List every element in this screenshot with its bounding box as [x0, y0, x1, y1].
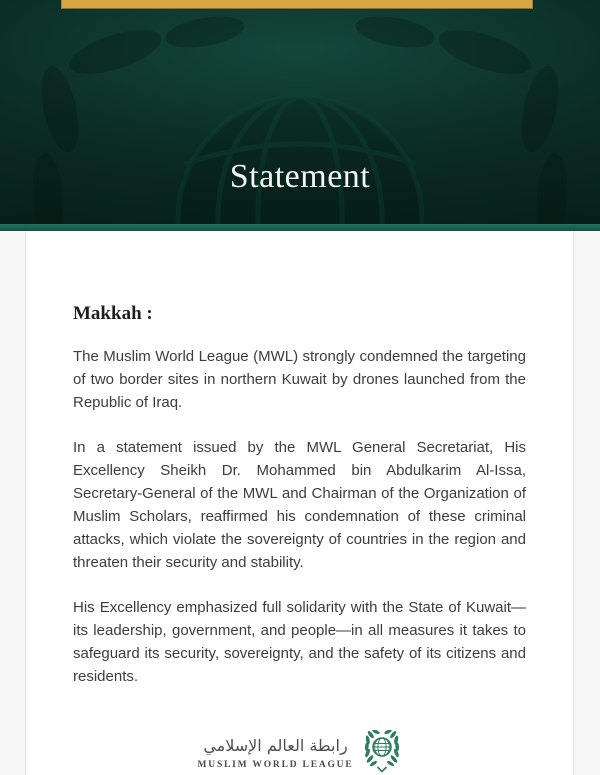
mwl-logo [73, 730, 526, 774]
teal-accent-strip [0, 224, 600, 231]
mwl-english-name: MUSLIM WORLD LEAGUE [197, 760, 354, 770]
gold-accent-bar [61, 0, 533, 9]
page-title: Statement [229, 158, 371, 195]
statement-paragraph-1: The Muslim World League (MWL) strongly condemned the targeting of two border sites in northern Kuwait by drones launched from the Republic of Iraq. [73, 348, 526, 411]
statement-card [25, 231, 574, 775]
mwl-emblem-icon [363, 730, 401, 774]
header-banner [0, 0, 600, 224]
mwl-arabic-name: رابطة العالم الإسلامي [203, 736, 348, 755]
mwl-logo-text [198, 734, 354, 770]
statement-paragraph-2: In a statement issued by the MWL General Secretariat, His Excellency Sheikh Dr. Mohammed bin Abdulkarim Al-Issa, Secretary-General of the MWL and Chairman of the Organization of Muslim Scholars, reaffirmed his condemnation of these criminal attacks, which violate the sovereignty of countries in the region and threaten their security and stability. [73, 439, 526, 571]
statement-paragraph-3: His Excellency emphasized full solidarity with the State of Kuwait—its leadership, government, and people—in all measures it takes to safeguard its security, sovereignty, and the safety of its citizens and residents. [73, 599, 526, 685]
location-heading: Makkah : [73, 303, 153, 324]
